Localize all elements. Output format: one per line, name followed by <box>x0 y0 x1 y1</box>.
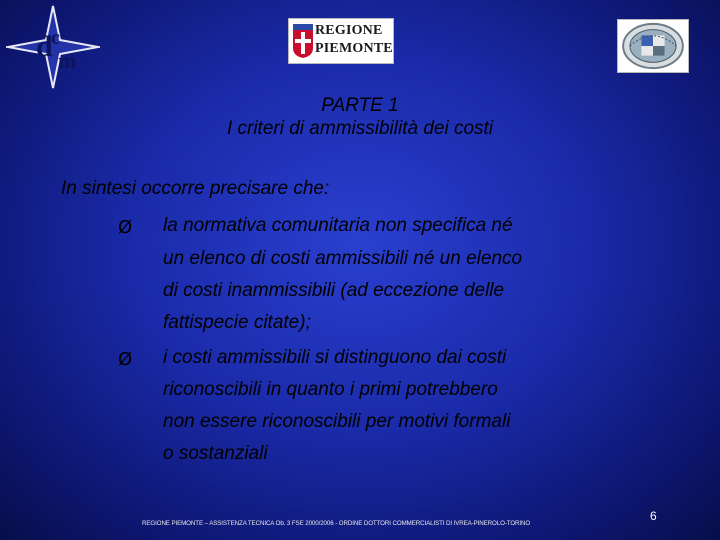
slide-title-part: PARTE 1 <box>321 95 399 116</box>
bullet-1-line-1: la normativa comunitaria non specifica né <box>163 215 513 236</box>
footer-text: REGIONE PIEMONTE – ASSISTENZA TECNICA Ob. 3 FSE 2000/2006 - ORDINE DOTTORI COMMERCIALISTI DI IVREA-PINEROLO-TORINO <box>142 520 531 527</box>
piemonte-shield-icon <box>293 24 313 58</box>
bullet-arrow-icon: Ø <box>118 349 133 370</box>
bullet-2-line-1: i costi ammissibili si distinguono dai costi <box>163 347 507 368</box>
svg-text:m: m <box>58 48 77 73</box>
dcm-logo <box>4 4 102 90</box>
bullet-2-line-4: o sostanziali <box>163 443 268 464</box>
slide-title-subject: I criteri di ammissibilità dei costi <box>226 118 494 139</box>
seal-emblem-icon <box>618 20 688 72</box>
page-number: 6 <box>650 509 657 523</box>
regione-line1: REGIONE <box>315 23 383 38</box>
bullet-2-line-3: non essere riconoscibili per motivi formali <box>163 411 511 432</box>
intro-text: In sintesi occorre precisare che: <box>61 178 330 199</box>
order-seal-logo <box>617 19 689 73</box>
bullet-2-line-2: riconoscibili in quanto i primi potrebbero <box>163 379 498 400</box>
bullet-1-line-3: di costi inammissibili (ad eccezione delle <box>163 280 505 301</box>
regione-piemonte-logo <box>288 18 394 64</box>
svg-text:c: c <box>51 27 60 49</box>
bullet-arrow-icon: Ø <box>118 217 133 238</box>
svg-text:d: d <box>36 30 53 63</box>
dcm-monogram-icon <box>4 4 102 90</box>
bullet-1-line-4: fattispecie citate); <box>163 312 311 333</box>
bullet-1-line-2: un elenco di costi ammissibili né un elenco <box>163 248 523 269</box>
regione-line2: PIEMONTE <box>315 41 393 56</box>
